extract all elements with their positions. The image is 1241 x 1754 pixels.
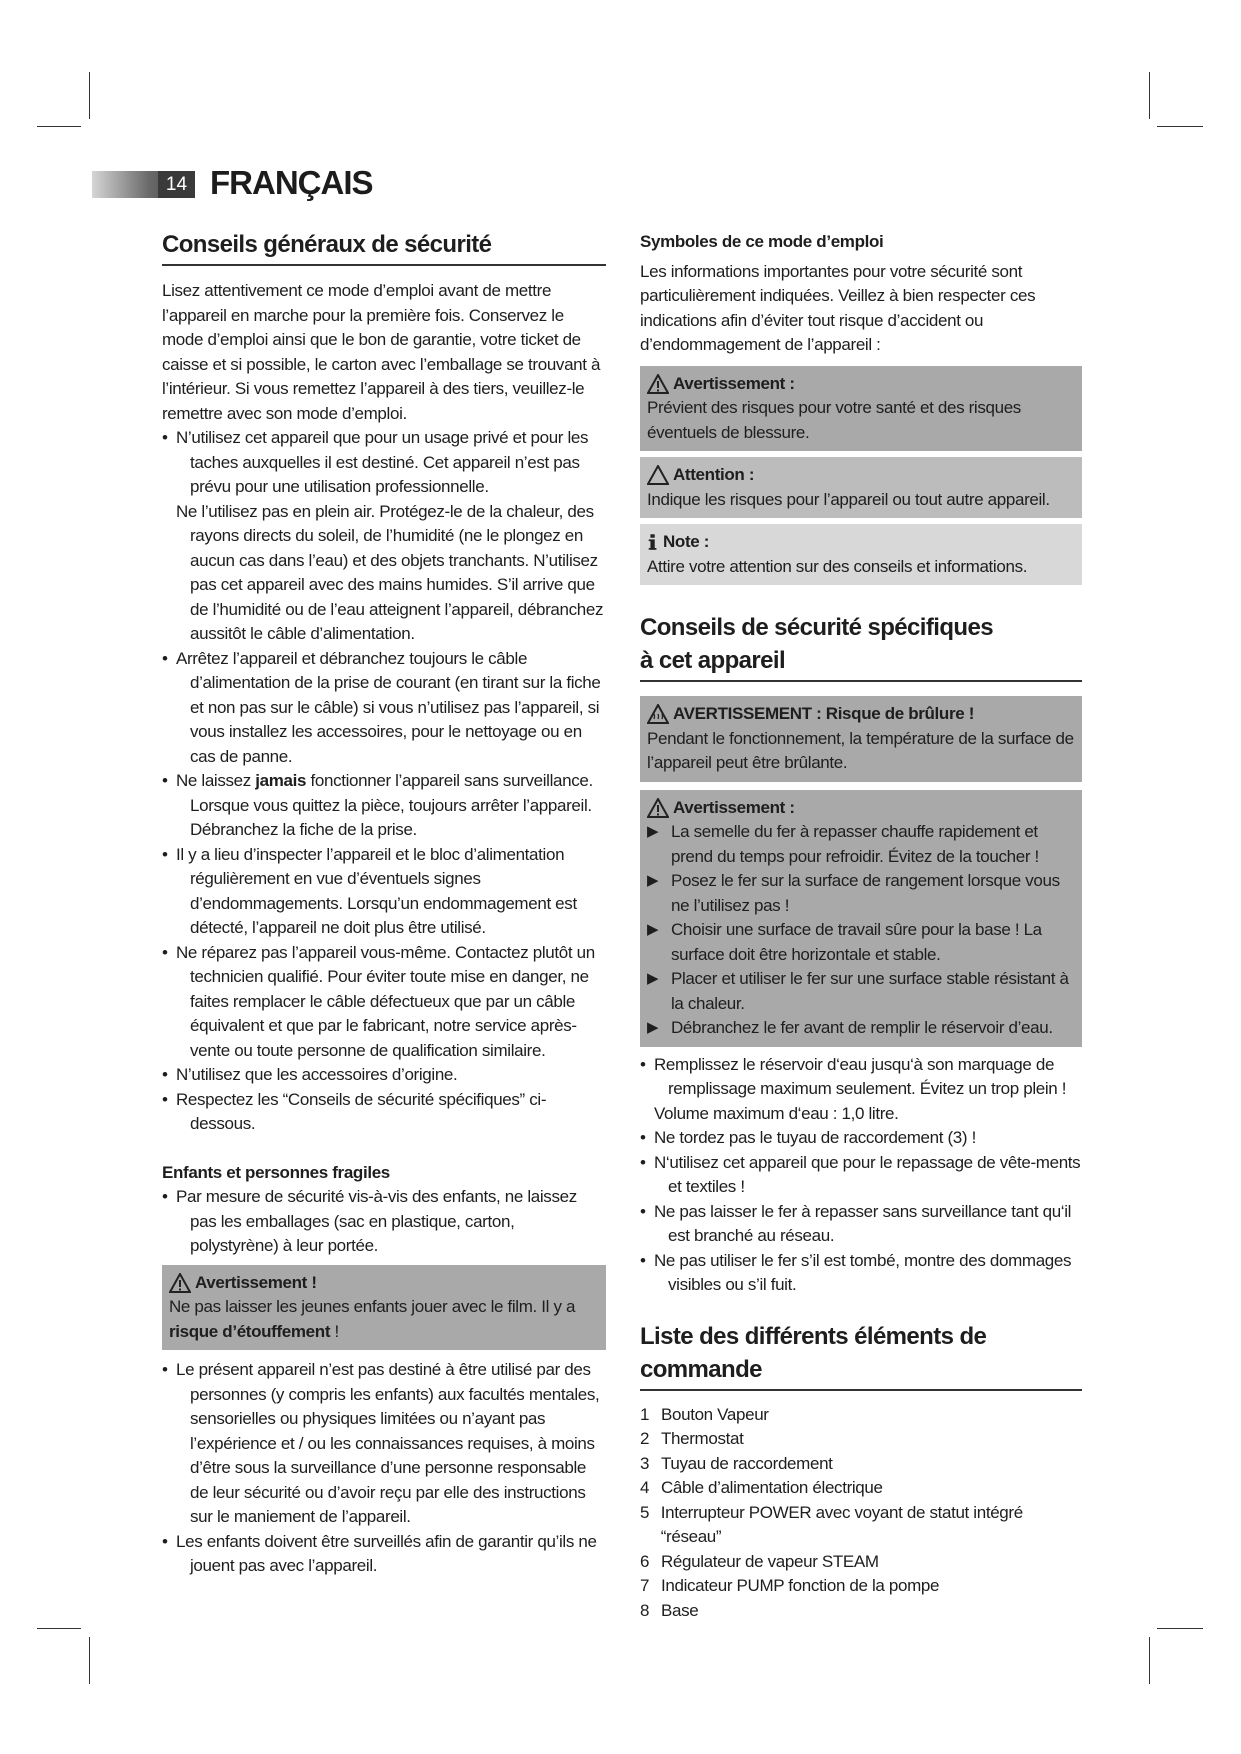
symbol-note-box: Note : Attire votre attention sur des conseils et informations.	[640, 524, 1082, 585]
left-column	[162, 228, 606, 1579]
crop-mark	[1149, 1637, 1150, 1684]
list-item: • Il y a lieu d’inspecter l’appareil et le bloc d’alimentation régulièrement en vue d’éventuels signes d’endommagements. Lorsqu’un endommagement est détecté, l’appareil ne doit plus être utilisé.	[162, 843, 606, 941]
list-item: • Les enfants doivent être surveillés afin de garantir qu’ils ne jouent pas avec l’appareil.	[162, 1530, 606, 1579]
warning-icon	[647, 374, 669, 394]
list-item: 1 Bouton Vapeur	[640, 1404, 769, 1424]
info-icon	[647, 532, 659, 552]
list-item: • Respectez les “Conseils de sécurité spécifiques” ci-dessous.	[162, 1088, 606, 1137]
general-safety-title: Conseils généraux de sécurité	[162, 228, 606, 266]
children-list	[162, 1185, 606, 1259]
crop-mark	[37, 1628, 81, 1629]
device-safety-list	[640, 1053, 1082, 1298]
symbols-title: Symboles de ce mode d’emploi	[640, 232, 884, 251]
crop-mark	[1157, 126, 1203, 127]
list-item: 2 Thermostat	[640, 1429, 744, 1448]
list-item: ▶ La semelle du fer à repasser chauffe rapidement et prend du temps pour refroidir. Évitez de la toucher !	[647, 820, 1075, 869]
intro-paragraph: Lisez attentivement ce mode d’emploi avant de mettre l’appareil en marche pour la première fois. Conservez le mode d’emploi ainsi que le bon de garantie, votre ticket de caisse et si possible, le carton avec l’emballage se trouvant à l’intérieur. Si vous remettez l’appareil à des tiers, veuillez-le remettre avec son mode d’emploi.	[162, 281, 601, 423]
list-item: 8 Base	[640, 1600, 699, 1620]
children-title: Enfants et personnes fragiles	[162, 1162, 390, 1182]
symbol-attention-box: Attention : Indique les risques pour l’appareil ou tout autre appareil.	[640, 457, 1082, 518]
controls-list	[640, 1403, 1082, 1624]
crop-mark	[89, 72, 90, 119]
device-warning-box: Avertissement : ▶ La semelle du fer à repasser chauffe rapidement et prend du temps pour refroidir. Évitez de la toucher ! ▶ Posez le fer sur la surface de rangement lorsque vous ne l’utilisez pas ! ▶ Choisir une surface de travail sûre pour la base ! La surface doit être horizontale et stable. ▶ Placer et utiliser le fer sur une surface stable résistant à la chaleur. ▶ Débranchez le fer avant de remplir le réservoir d’eau.	[640, 790, 1082, 1047]
list-item: ▶ Choisir une surface de travail sûre pour la base ! La surface doit être horizontale et stable.	[647, 918, 1075, 967]
list-item: ▶ Débranchez le fer avant de remplir le réservoir d’eau.	[647, 1016, 1075, 1041]
right-column	[640, 230, 1082, 1623]
symbols-intro: Les informations importantes pour votre sécurité sont particulièrement indiquées. Veillez à bien respecter ces indications afin d’éviter tout risque d’accident ou d’endommagement de l’appareil :	[640, 261, 1036, 354]
list-item: • Arrêtez l’appareil et débranchez toujours le câble d’alimentation de la prise de courant (en tirant sur la fiche et non pas sur le câble) si vous n’utilisez pas l’appareil, si vous installez les accessoires, pour le nettoyage ou en cas de panne.	[162, 647, 606, 770]
crop-mark	[1149, 72, 1150, 119]
page-number: 14	[158, 171, 195, 198]
list-item: • N‘utilisez cet appareil que pour le repassage de vête-ments et textiles !	[640, 1151, 1082, 1200]
list-item: • Ne pas laisser le fer à repasser sans surveillance tant qu‘il est branché au réseau.	[640, 1200, 1082, 1249]
burn-warning-box: AVERTISSEMENT : Risque de brûlure ! Pendant le fonctionnement, la température de la surface de l’appareil peut être brûlante.	[640, 696, 1082, 782]
list-item: • N’utilisez que les accessoires d’origine.	[162, 1063, 606, 1088]
list-item: 6 Régulateur de vapeur STEAM	[640, 1551, 879, 1571]
caution-icon	[647, 465, 669, 485]
warning-list	[647, 820, 1075, 1041]
list-item: • Ne pas utiliser le fer s’il est tombé, montre des dommages visibles ou s’il fuit.	[640, 1249, 1082, 1298]
list-item: • Le présent appareil n’est pas destiné à être utilisé par des personnes (y compris les enfants) aux facultés mentales, sensorielles ou physiques limitées ou n’ayant pas l’expérience et / ou les connaissances requises, à moins d’être sous la surveillance d’une personne responsable de leur sécurité ou d’avoir reçu par elle des instructions sur le maniement de l’appareil.	[162, 1358, 606, 1530]
language-title: FRANÇAIS	[210, 164, 373, 201]
children-warning-box: Avertissement ! Ne pas laisser les jeunes enfants jouer avec le film. Il y a risque d’étouffement !	[162, 1265, 606, 1351]
list-item: • Ne tordez pas le tuyau de raccordement (3) !	[640, 1126, 1082, 1151]
crop-mark	[1157, 1628, 1203, 1629]
list-item: 7 Indicateur PUMP fonction de la pompe	[640, 1576, 940, 1595]
specific-safety-title: Conseils de sécurité spécifiques à cet appareil	[640, 611, 1082, 682]
vulnerable-list	[162, 1358, 606, 1579]
list-item: ▶ Posez le fer sur la surface de rangement lorsque vous ne l’utilisez pas !	[647, 869, 1075, 918]
crop-mark	[37, 126, 81, 127]
controls-title: Liste des différents éléments de commande	[640, 1320, 1082, 1391]
list-item: 4 Câble d’alimentation électrique	[640, 1478, 883, 1497]
list-item: • N’utilisez cet appareil que pour un usage privé et pour les taches auxquelles il est destiné. Cet appareil n’est pas prévu pour une utilisation professionnelle. Ne l’utilisez pas en plein air. Protégez-le de la chaleur, des rayons directs du soleil, de l’humidité (ne le plongez en aucun cas dans l’eau) et des objets tranchants. N’utilisez pas cet appareil avec des mains humides. S’il arrive que de l’humidité ou de l’eau atteignent l’appareil, débranchez aussitôt le câble d’alimentation.	[162, 426, 606, 647]
list-item: • Remplissez le réservoir d‘eau jusqu‘à son marquage de remplissage maximum seulement. Évitez un trop plein ! Volume maximum d‘eau : 1,0 litre.	[640, 1053, 1082, 1127]
list-item: • Ne laissez jamais fonctionner l’appareil sans surveillance. Lorsque vous quittez la pièce, toujours arrêter l’appareil. Débranchez la fiche de la prise.	[162, 769, 606, 843]
symbol-warning-box: Avertissement : Prévient des risques pour votre santé et des risques éventuels de blessure.	[640, 366, 1082, 452]
hot-surface-icon	[647, 704, 669, 724]
warning-icon	[647, 798, 669, 818]
list-item: • Ne réparez pas l’appareil vous-même. Contactez plutôt un technicien qualifié. Pour éviter toute mise en danger, ne faites remplacer le câble défectueux que par un câble équivalent et que par le fabricant, notre service après-vente ou toute personne de qualification similaire.	[162, 941, 606, 1064]
list-item: • Par mesure de sécurité vis-à-vis des enfants, ne laissez pas les emballages (sac en plastique, carton, polystyrène) à leur portée.	[162, 1185, 606, 1259]
warning-title: Avertissement !	[195, 1272, 317, 1292]
safety-list	[162, 426, 606, 1137]
list-item: 3 Tuyau de raccordement	[640, 1453, 833, 1473]
warning-icon	[169, 1273, 191, 1293]
crop-mark	[89, 1637, 90, 1684]
list-item: 5 Interrupteur POWER avec voyant de statut intégré “réseau”	[640, 1502, 1023, 1546]
list-item: ▶ Placer et utiliser le fer sur une surface stable résistant à la chaleur.	[647, 967, 1075, 1016]
